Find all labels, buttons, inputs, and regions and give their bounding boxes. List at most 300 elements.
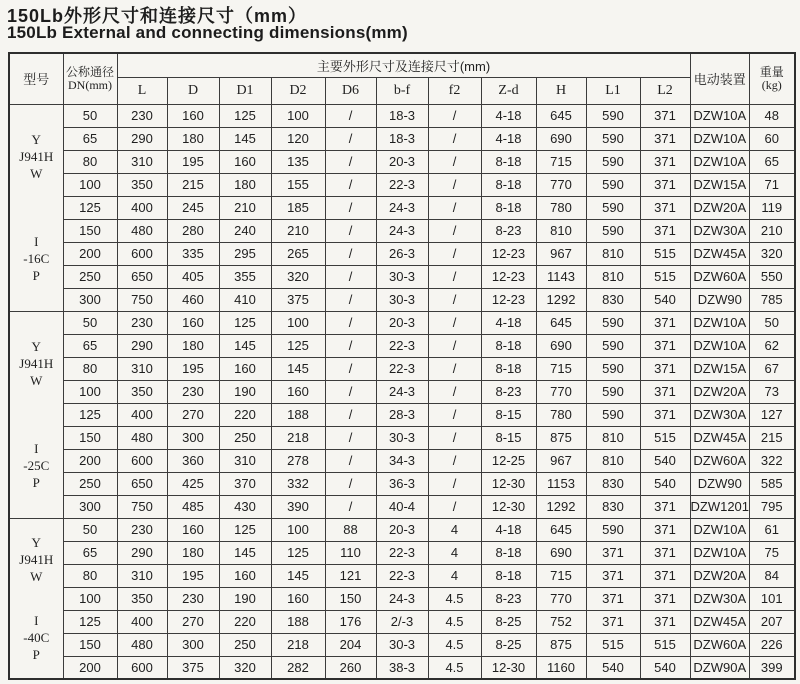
table-cell: 795 — [750, 495, 795, 518]
table-cell: 8-18 — [481, 564, 536, 587]
col-header-D: D — [167, 77, 219, 104]
table-cell: 195 — [167, 357, 219, 380]
table-cell: DZW90 — [690, 288, 750, 311]
table-cell: 80 — [63, 564, 117, 587]
table-cell: 371 — [586, 587, 640, 610]
table-cell: 160 — [167, 311, 219, 334]
table-cell: 38-3 — [376, 656, 428, 679]
table-cell: 410 — [219, 288, 271, 311]
table-cell: 785 — [750, 288, 795, 311]
table-cell: 100 — [271, 518, 325, 541]
table-cell: / — [428, 265, 481, 288]
table-cell: 4-18 — [481, 127, 536, 150]
table-cell: DZW90A — [690, 656, 750, 679]
table-cell: / — [325, 495, 376, 518]
table-cell: / — [325, 403, 376, 426]
table-cell: 515 — [640, 426, 690, 449]
table-cell: 125 — [219, 518, 271, 541]
table-row — [9, 403, 795, 426]
table-cell: 226 — [750, 633, 795, 656]
table-cell: 400 — [117, 403, 167, 426]
table-cell: 215 — [167, 173, 219, 196]
table-row — [9, 656, 795, 679]
table-cell: 770 — [536, 173, 586, 196]
table-cell: 12-30 — [481, 472, 536, 495]
table-cell: 371 — [640, 495, 690, 518]
table-cell: 250 — [63, 265, 117, 288]
table-cell: / — [325, 380, 376, 403]
table-cell: DZW10A — [690, 127, 750, 150]
table-cell: / — [428, 472, 481, 495]
table-cell: 371 — [640, 150, 690, 173]
table-cell: 50 — [750, 311, 795, 334]
table-cell: 830 — [586, 288, 640, 311]
table-cell: 20-3 — [376, 311, 428, 334]
table-cell: DZW10A — [690, 541, 750, 564]
table-cell: 480 — [117, 219, 167, 242]
table-cell: 715 — [536, 564, 586, 587]
model-label: Y J941H W — [19, 132, 54, 182]
table-cell: 371 — [640, 196, 690, 219]
table-cell: 245 — [167, 196, 219, 219]
table-cell: 371 — [640, 357, 690, 380]
table-row — [9, 127, 795, 150]
table-row — [9, 633, 795, 656]
table-cell: / — [428, 127, 481, 150]
table-cell: 399 — [750, 656, 795, 679]
col-header-b-f: b-f — [376, 77, 428, 104]
table-cell: 290 — [117, 541, 167, 564]
table-cell: 8-23 — [481, 380, 536, 403]
table-cell: / — [325, 426, 376, 449]
table-cell: / — [428, 403, 481, 426]
table-cell: / — [428, 426, 481, 449]
table-cell: / — [428, 311, 481, 334]
table-cell: 590 — [586, 104, 640, 127]
table-cell: 300 — [167, 426, 219, 449]
table-cell: 550 — [750, 265, 795, 288]
table-cell: 65 — [750, 150, 795, 173]
table-body — [9, 104, 795, 679]
table-cell: 100 — [63, 587, 117, 610]
table-cell: 590 — [586, 196, 640, 219]
table-cell: 770 — [536, 380, 586, 403]
table-cell: 200 — [63, 449, 117, 472]
table-cell: / — [325, 265, 376, 288]
table-cell: 160 — [271, 587, 325, 610]
table-cell: 2/-3 — [376, 610, 428, 633]
table-cell: 71 — [750, 173, 795, 196]
table-cell: 100 — [63, 173, 117, 196]
col-header-weight — [750, 53, 795, 104]
table-cell: / — [428, 242, 481, 265]
table-cell: DZW1201 — [690, 495, 750, 518]
table-cell: 830 — [586, 495, 640, 518]
table-cell: 125 — [63, 610, 117, 633]
table-cell: 1292 — [536, 495, 586, 518]
table-cell: 48 — [750, 104, 795, 127]
table-cell: / — [428, 495, 481, 518]
table-cell: 371 — [640, 587, 690, 610]
table-cell: 50 — [63, 311, 117, 334]
table-cell: 12-23 — [481, 242, 536, 265]
table-row — [9, 196, 795, 219]
table-cell: 4.5 — [428, 633, 481, 656]
table-cell: 160 — [167, 104, 219, 127]
col-header-Z-d: Z-d — [481, 77, 536, 104]
model-label: I -40C P — [23, 613, 50, 662]
table-cell: / — [428, 150, 481, 173]
table-cell: 371 — [640, 311, 690, 334]
table-cell: 12-30 — [481, 495, 536, 518]
table-cell: 400 — [117, 610, 167, 633]
table-cell: 8-23 — [481, 219, 536, 242]
table-cell: DZW20A — [690, 380, 750, 403]
table-cell: 371 — [586, 564, 640, 587]
table-cell: 26-3 — [376, 242, 428, 265]
table-cell: 65 — [63, 127, 117, 150]
model-label: I -16C P — [23, 233, 50, 283]
table-cell: 100 — [63, 380, 117, 403]
table-cell: 50 — [63, 104, 117, 127]
table-cell: 4-18 — [481, 518, 536, 541]
table-row — [9, 311, 795, 334]
table-cell: 590 — [586, 357, 640, 380]
table-cell: 967 — [536, 242, 586, 265]
table-cell: / — [428, 173, 481, 196]
table-cell: DZW15A — [690, 173, 750, 196]
table-cell: 220 — [219, 610, 271, 633]
table-cell: 600 — [117, 656, 167, 679]
col-header-actuator: 电动装置 — [690, 53, 750, 104]
table-cell: 8-15 — [481, 426, 536, 449]
table-cell: 65 — [63, 541, 117, 564]
table-cell: 200 — [63, 242, 117, 265]
table-row — [9, 564, 795, 587]
table-cell: 145 — [219, 127, 271, 150]
col-header-main-dims: 主要外形尺寸及连接尺寸(mm) — [117, 53, 690, 77]
model-label: I -25C P — [23, 440, 50, 490]
table-cell: 4 — [428, 541, 481, 564]
table-cell: 4-18 — [481, 311, 536, 334]
table-cell: 300 — [63, 288, 117, 311]
table-cell: 180 — [167, 334, 219, 357]
table-row — [9, 104, 795, 127]
table-cell: DZW45A — [690, 426, 750, 449]
table-cell: DZW30A — [690, 403, 750, 426]
table-cell: 145 — [219, 541, 271, 564]
table-cell: 260 — [325, 656, 376, 679]
table-cell: / — [325, 472, 376, 495]
table-cell: DZW10A — [690, 334, 750, 357]
table-cell: / — [428, 334, 481, 357]
table-row — [9, 219, 795, 242]
table-cell: 145 — [271, 564, 325, 587]
model-cell — [9, 311, 63, 518]
table-cell: DZW90 — [690, 472, 750, 495]
table-cell: 22-3 — [376, 541, 428, 564]
table-cell: 12-30 — [481, 656, 536, 679]
col-header-D2: D2 — [271, 77, 325, 104]
table-cell: 101 — [750, 587, 795, 610]
table-cell: 371 — [640, 380, 690, 403]
table-cell: 8-18 — [481, 357, 536, 380]
table-row — [9, 495, 795, 518]
spec-table — [8, 52, 796, 680]
col-header-L2: L2 — [640, 77, 690, 104]
table-cell: 30-3 — [376, 426, 428, 449]
table-cell: 375 — [167, 656, 219, 679]
table-cell: 36-3 — [376, 472, 428, 495]
model-label: Y J941H W — [19, 534, 54, 584]
table-cell: 22-3 — [376, 173, 428, 196]
col-header-model: 型号 — [9, 53, 63, 104]
table-cell: 150 — [325, 587, 376, 610]
table-cell: 540 — [640, 449, 690, 472]
table-cell: 585 — [750, 472, 795, 495]
table-cell: 8-25 — [481, 633, 536, 656]
table-cell: 290 — [117, 334, 167, 357]
table-cell: / — [325, 104, 376, 127]
table-cell: 250 — [219, 633, 271, 656]
table-cell: 160 — [219, 564, 271, 587]
table-cell: 1292 — [536, 288, 586, 311]
table-cell: 515 — [640, 265, 690, 288]
table-cell: DZW60A — [690, 449, 750, 472]
table-cell: 34-3 — [376, 449, 428, 472]
table-cell: 4 — [428, 564, 481, 587]
table-cell: 210 — [750, 219, 795, 242]
table-row — [9, 518, 795, 541]
table-cell: 371 — [640, 334, 690, 357]
table-cell: 371 — [640, 173, 690, 196]
table-cell: 73 — [750, 380, 795, 403]
table-cell: 188 — [271, 403, 325, 426]
table-cell: 590 — [586, 403, 640, 426]
col-header-weight-zh: 重量 — [759, 64, 784, 79]
table-cell: 875 — [536, 426, 586, 449]
table-cell: 28-3 — [376, 403, 428, 426]
table-cell: 40-4 — [376, 495, 428, 518]
table-cell: 20-3 — [376, 150, 428, 173]
table-cell: 240 — [219, 219, 271, 242]
table-cell: 80 — [63, 357, 117, 380]
model-cell — [9, 104, 63, 311]
table-cell: DZW10A — [690, 311, 750, 334]
table-cell: 30-3 — [376, 288, 428, 311]
table-row — [9, 334, 795, 357]
table-row — [9, 472, 795, 495]
table-cell: 350 — [117, 587, 167, 610]
table-cell: 650 — [117, 265, 167, 288]
table-cell: 127 — [750, 403, 795, 426]
table-cell: 119 — [750, 196, 795, 219]
table-cell: 125 — [271, 541, 325, 564]
table-cell: 30-3 — [376, 633, 428, 656]
table-cell: 210 — [271, 219, 325, 242]
table-cell: 590 — [586, 150, 640, 173]
table-cell: 230 — [117, 104, 167, 127]
table-cell: 125 — [63, 196, 117, 219]
table-cell: 22-3 — [376, 357, 428, 380]
table-cell: DZW45A — [690, 610, 750, 633]
table-cell: 8-18 — [481, 150, 536, 173]
table-cell: 515 — [640, 633, 690, 656]
table-cell: 1160 — [536, 656, 586, 679]
col-header-D1: D1 — [219, 77, 271, 104]
table-cell: 190 — [219, 587, 271, 610]
table-cell: 61 — [750, 518, 795, 541]
table-cell: 320 — [271, 265, 325, 288]
table-row — [9, 449, 795, 472]
table-cell: 218 — [271, 633, 325, 656]
col-header-dn-zh: 公称通径 — [65, 64, 114, 79]
table-cell: 295 — [219, 242, 271, 265]
table-cell: 195 — [167, 564, 219, 587]
table-cell: 540 — [640, 288, 690, 311]
table-cell: 215 — [750, 426, 795, 449]
table-cell: 540 — [640, 472, 690, 495]
table-cell: 515 — [586, 633, 640, 656]
table-cell: 24-3 — [376, 587, 428, 610]
table-cell: 290 — [117, 127, 167, 150]
table-row — [9, 541, 795, 564]
table-cell: 180 — [167, 127, 219, 150]
table-cell: 8-15 — [481, 403, 536, 426]
table-cell: 75 — [750, 541, 795, 564]
table-cell: DZW45A — [690, 242, 750, 265]
table-row — [9, 288, 795, 311]
table-cell: 220 — [219, 403, 271, 426]
table-cell: 371 — [640, 127, 690, 150]
table-cell: 22-3 — [376, 564, 428, 587]
table-cell: 590 — [586, 219, 640, 242]
table-cell: 145 — [219, 334, 271, 357]
table-cell: 176 — [325, 610, 376, 633]
table-cell: 590 — [586, 127, 640, 150]
table-cell: 590 — [586, 173, 640, 196]
table-cell: 195 — [167, 150, 219, 173]
table-cell: 125 — [219, 311, 271, 334]
table-cell: 405 — [167, 265, 219, 288]
table-cell: 300 — [63, 495, 117, 518]
table-cell: DZW30A — [690, 587, 750, 610]
table-cell: / — [325, 196, 376, 219]
table-cell: 371 — [586, 610, 640, 633]
table-cell: 600 — [117, 242, 167, 265]
table-cell: 230 — [117, 311, 167, 334]
col-header-weight-unit: (kg) — [761, 77, 782, 92]
table-cell: 8-18 — [481, 541, 536, 564]
table-cell: 24-3 — [376, 219, 428, 242]
table-cell: 180 — [219, 173, 271, 196]
table-cell: 60 — [750, 127, 795, 150]
table-cell: 125 — [63, 403, 117, 426]
table-cell: 770 — [536, 587, 586, 610]
table-cell: 645 — [536, 104, 586, 127]
table-cell: 270 — [167, 403, 219, 426]
table-cell: 590 — [586, 518, 640, 541]
table-cell: 350 — [117, 380, 167, 403]
table-cell: 810 — [586, 242, 640, 265]
table-cell: 540 — [640, 656, 690, 679]
table-cell: 645 — [536, 311, 586, 334]
col-header-f2: f2 — [428, 77, 481, 104]
table-cell: 480 — [117, 633, 167, 656]
table-cell: / — [428, 104, 481, 127]
table-cell: 12-25 — [481, 449, 536, 472]
table-cell: / — [428, 196, 481, 219]
table-cell: / — [428, 219, 481, 242]
table-cell: 322 — [750, 449, 795, 472]
table-row — [9, 357, 795, 380]
table-cell: 810 — [586, 426, 640, 449]
table-cell: 30-3 — [376, 265, 428, 288]
table-cell: 80 — [63, 150, 117, 173]
table-cell: 480 — [117, 426, 167, 449]
table-cell: 430 — [219, 495, 271, 518]
table-row — [9, 265, 795, 288]
table-cell: 155 — [271, 173, 325, 196]
table-cell: 332 — [271, 472, 325, 495]
table-cell: 750 — [117, 288, 167, 311]
table-cell: 18-3 — [376, 104, 428, 127]
table-cell: / — [325, 219, 376, 242]
table-cell: 282 — [271, 656, 325, 679]
table-row — [9, 610, 795, 633]
table-cell: 310 — [117, 357, 167, 380]
table-cell: 750 — [117, 495, 167, 518]
table-row — [9, 242, 795, 265]
table-cell: / — [325, 334, 376, 357]
table-cell: / — [325, 357, 376, 380]
table-cell: 810 — [586, 265, 640, 288]
col-header-H: H — [536, 77, 586, 104]
table-cell: 320 — [219, 656, 271, 679]
table-cell: / — [428, 380, 481, 403]
table-cell: 4.5 — [428, 656, 481, 679]
table-cell: 4.5 — [428, 610, 481, 633]
table-cell: 600 — [117, 449, 167, 472]
table-cell: 62 — [750, 334, 795, 357]
table-cell: 830 — [586, 472, 640, 495]
table-cell: 590 — [586, 380, 640, 403]
table-cell: 810 — [586, 449, 640, 472]
table-cell: / — [325, 311, 376, 334]
table-cell: / — [428, 357, 481, 380]
page-title-zh: 150Lb外形尺寸和连接尺寸（mm） — [7, 6, 308, 26]
table-cell: / — [428, 449, 481, 472]
table-cell: 425 — [167, 472, 219, 495]
col-header-dn-unit: DN(mm) — [68, 77, 112, 92]
table-cell: 810 — [536, 219, 586, 242]
table-cell: 4.5 — [428, 587, 481, 610]
table-cell: 650 — [117, 472, 167, 495]
table-cell: DZW20A — [690, 196, 750, 219]
table-cell: 185 — [271, 196, 325, 219]
table-cell: 371 — [640, 403, 690, 426]
table-cell: 135 — [271, 150, 325, 173]
table-cell: / — [325, 242, 376, 265]
table-cell: 645 — [536, 518, 586, 541]
table-cell: DZW10A — [690, 518, 750, 541]
dim-header-row — [9, 77, 795, 104]
table-cell: 280 — [167, 219, 219, 242]
table-cell: 590 — [586, 311, 640, 334]
table-cell: / — [428, 288, 481, 311]
table-cell: 371 — [640, 219, 690, 242]
table-cell: 265 — [271, 242, 325, 265]
